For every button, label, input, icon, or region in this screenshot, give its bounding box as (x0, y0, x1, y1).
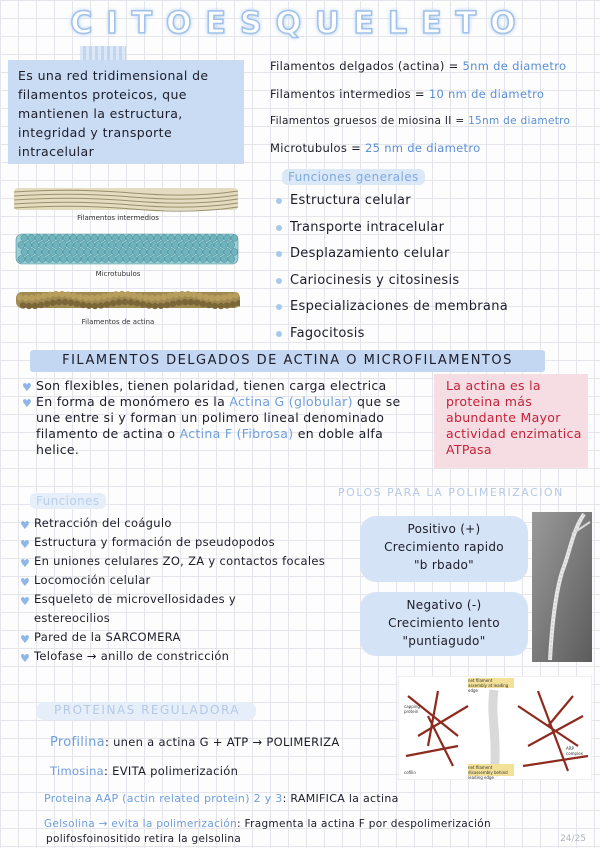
intro-text: Es una red tridimensional de filamentos proteicos, que mantienen la estructura, integridad y transporte intracelular (18, 68, 209, 159)
regulator-row: Profilina: unen a actina G + ATP → POLIMERIZA (50, 735, 340, 750)
list-item: Desplazamiento celular (274, 241, 594, 268)
regulator-row: Timosina: EVITA polimerización (50, 764, 239, 778)
page-number: 24/25 (560, 834, 586, 844)
capping-label: capping protein (404, 704, 420, 714)
list-item: ♥ Locomoción celular (20, 573, 151, 589)
filament-illustrations (12, 186, 240, 336)
list-item: Cariocinesis y citosinesis (274, 268, 594, 295)
intermedios-caption: Filamentos intermedios (77, 214, 159, 222)
filament-row (270, 58, 566, 75)
list-item: ♥ Telofase → anillo de constricción (20, 649, 230, 665)
filament-label: Filamentos gruesos de miosina II = (270, 115, 465, 127)
regulator-row: Gelsolina → evita la polimerización: Fragmenta la actina F por despolimerización (44, 818, 491, 830)
list-item: Estructura celular (274, 188, 594, 215)
list-item: ♥ En uniones celulares ZO, ZA y contactos focales (20, 554, 325, 570)
heart-icon: ♥ (22, 397, 33, 410)
polos-heading: POLOS PARA LA POLIMERIZACIÓN (338, 486, 564, 499)
actin-description (22, 378, 422, 458)
filament-value: 25 nm de diametro (365, 141, 481, 155)
desc-line: ♥ Son flexibles, tienen polaridad, tienen carga electrica (22, 378, 387, 394)
filament-label: Microtubulos = (270, 141, 362, 155)
filament-value: 10 nm de diametro (428, 87, 545, 101)
heart-icon: ♥ (22, 381, 33, 394)
list-item: Fagocitosis (274, 321, 594, 348)
list-item: ♥ Estructura y formación de pseudopodos (20, 535, 275, 551)
desc-line: ♥ En forma de monómero es la Actina G (globular) que se une entre si y forman un polimero lineal denominado filamento de actina o Actina F (Fibrosa) en doble alfa helice. (22, 394, 401, 457)
assembly-label: net filament assembly at leading edge (468, 678, 509, 693)
washi-tape (80, 46, 126, 60)
filament-value: 15nm de diametro (468, 115, 571, 127)
filament-label: Filamentos delgados (actina) = (270, 59, 459, 73)
filament-row (270, 140, 480, 157)
actina-caption: Filamentos de actina (81, 318, 155, 326)
general-list (274, 188, 594, 347)
cofilin-label: cofilin (404, 770, 416, 775)
intermediate-filament-illustration (14, 188, 238, 211)
microtubulos-caption: Microtubulos (95, 270, 141, 278)
regulator-row: Proteina AAP (actin related protein) 2 y 3: RAMIFICA la actina (44, 792, 399, 805)
list-item: Especializaciones de membrana (274, 294, 594, 321)
reguladoras-heading: PROTEINAS REGULADORA (54, 703, 241, 717)
page-title: CITOESQUELETO (70, 6, 530, 41)
red-note: La actina es la proteina más abundante Mayor actividad enzimatica ATPasa (446, 378, 582, 457)
micrograph-image (532, 512, 592, 662)
disassembly-label: net filament disassembly behind leading edge (468, 765, 508, 780)
list-item: ♥ Esqueleto de microvellosidades y estereocilios (20, 592, 236, 625)
funciones-list (20, 514, 360, 666)
negativo-text: Negativo (-) Crecimiento lento "puntiagudo" (388, 598, 500, 648)
funciones-heading: Funciones (30, 490, 106, 509)
list-item: ♥ Retracción del coágulo (20, 516, 172, 532)
general-heading: Funciones generales (282, 166, 425, 185)
list-item: Transporte intracelular (274, 215, 594, 242)
filament-value: 5nm de diametro (462, 59, 567, 73)
filament-label: Filamentos intermedios = (270, 87, 425, 101)
banner-text: FILAMENTOS DELGADOS DE ACTINA O MICROFILAMENTOS (62, 353, 513, 368)
positivo-text: Positivo (+) Crecimiento rapido "b rbado" (384, 522, 504, 572)
arp-label: ARP complex (566, 746, 583, 756)
regulator-last-line: polifosfoinositido retira la gelsolina (46, 833, 242, 845)
list-item: ♥ Pared de la SARCOMERA (20, 630, 181, 646)
filament-row (270, 86, 544, 103)
filament-row (270, 113, 570, 130)
